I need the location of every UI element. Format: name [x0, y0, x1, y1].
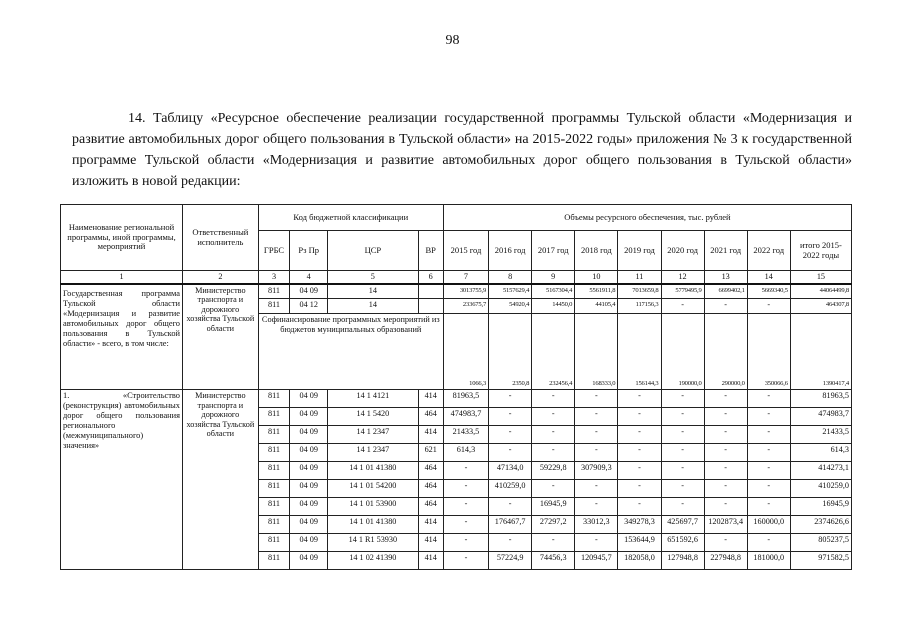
column-number: 11	[618, 271, 661, 284]
total-cell: 971582,5	[790, 552, 851, 570]
value-cell: -	[575, 480, 618, 498]
csr-cell: 14	[328, 299, 418, 314]
vr-cell	[418, 284, 443, 299]
value-cell: -	[747, 462, 790, 480]
total-cell: 410259,0	[790, 480, 851, 498]
program-name: Государственная программа Тульской области «Модернизация и развитие автомобильных дорог общего пользования в Тульской области» - всего, в том числе:	[61, 284, 183, 390]
total-cell: 614,3	[790, 444, 851, 462]
value-cell: -	[443, 480, 488, 498]
value-cell: -	[618, 444, 661, 462]
vr-cell: 464	[418, 408, 443, 426]
grbs-cell: 811	[258, 408, 290, 426]
header-volumes: Объемы ресурсного обеспечения, тыс. рублей	[443, 205, 851, 231]
value-cell: -	[618, 408, 661, 426]
value-cell: 5167304,4	[532, 284, 575, 299]
value-cell: -	[443, 534, 488, 552]
vr-cell: 464	[418, 480, 443, 498]
value-cell: -	[443, 462, 488, 480]
value-cell: -	[443, 516, 488, 534]
value-cell: 5157629,4	[489, 284, 532, 299]
rzpr-cell: 04 09	[290, 444, 328, 462]
page-number: 98	[445, 33, 460, 48]
rzpr-cell: 04 09	[290, 480, 328, 498]
value-cell: -	[532, 480, 575, 498]
value-cell: -	[704, 462, 747, 480]
column-number: 2	[183, 271, 259, 284]
value-cell: -	[532, 534, 575, 552]
value-cell: 425697,7	[661, 516, 704, 534]
csr-cell: 14 1 2347	[328, 444, 418, 462]
header-year: 2019 год	[618, 231, 661, 271]
value-cell: -	[747, 426, 790, 444]
grbs-cell: 811	[258, 552, 290, 570]
vr-cell: 464	[418, 498, 443, 516]
cofinancing-value: 350066,6	[747, 378, 790, 390]
resource-table	[60, 204, 852, 570]
cofinancing-value: 190000,0	[661, 378, 704, 390]
value-cell: -	[704, 480, 747, 498]
vr-cell: 414	[418, 516, 443, 534]
value-cell: 307909,3	[575, 462, 618, 480]
total-cell: 81963,5	[790, 390, 851, 408]
rzpr-cell: 04 09	[290, 408, 328, 426]
value-cell: -	[661, 390, 704, 408]
total-cell: 21433,5	[790, 426, 851, 444]
value-cell: 47134,0	[489, 462, 532, 480]
value-cell: 5779495,9	[661, 284, 704, 299]
cofinancing-value: 2350,8	[489, 378, 532, 390]
value-cell: -	[618, 426, 661, 444]
value-cell: -	[747, 444, 790, 462]
value-cell: 127948,8	[661, 552, 704, 570]
column-number: 9	[532, 271, 575, 284]
value-cell: 614,3	[443, 444, 488, 462]
grbs-cell: 811	[258, 426, 290, 444]
header-vr: ВР	[418, 231, 443, 271]
cofinancing-value: 232456,4	[532, 378, 575, 390]
header-executor: Ответственный исполнитель	[183, 205, 259, 271]
value-cell: 54920,4	[489, 299, 532, 314]
item1-name: 1. «Строительство (реконструкция) автомобильных дорог общего пользования регионального (межмуниципального) значения»	[61, 390, 183, 570]
value-cell: -	[489, 444, 532, 462]
value-cell: -	[532, 444, 575, 462]
value-cell: -	[661, 498, 704, 516]
value-cell: 227948,8	[704, 552, 747, 570]
grbs-cell: 811	[258, 534, 290, 552]
value-cell: -	[618, 480, 661, 498]
value-cell: -	[747, 408, 790, 426]
column-number: 15	[790, 271, 851, 284]
rzpr-cell: 04 09	[290, 498, 328, 516]
vr-cell: 621	[418, 444, 443, 462]
rzpr-cell: 04 09	[290, 390, 328, 408]
value-cell: 59229,8	[532, 462, 575, 480]
value-cell: 5561911,8	[575, 284, 618, 299]
program-executor: Министерство транспорта и дорожного хозяйства Тульской области	[183, 284, 259, 390]
value-cell: 474983,7	[443, 408, 488, 426]
value-cell: 5669340,5	[747, 284, 790, 299]
cofinancing-label: Софинансирование программных мероприятий из бюджетов муниципальных образований	[258, 314, 443, 378]
value-cell: -	[704, 534, 747, 552]
column-number: 12	[661, 271, 704, 284]
rzpr-cell: 04 12	[290, 299, 328, 314]
column-number: 7	[443, 271, 488, 284]
vr-cell: 414	[418, 552, 443, 570]
value-cell: -	[489, 498, 532, 516]
value-cell: -	[618, 462, 661, 480]
instruction-paragraph: 14. Таблицу «Ресурсное обеспечение реализации государственной программы Тульской области «Модернизация и развитие автомобильных дорог общего пользования в Тульской области» на 2015-2022 годы» приложения № 3 к государственной программе Тульской области «Модернизация и развитие автомобильных дорог общего пользования в Тульской области» изложить в новой редакции:	[72, 111, 852, 189]
total-cell: 414273,1	[790, 462, 851, 480]
grbs-cell: 811	[258, 299, 290, 314]
value-cell: 160000,0	[747, 516, 790, 534]
header-year: 2022 год	[747, 231, 790, 271]
value-cell: 74456,3	[532, 552, 575, 570]
column-number: 10	[575, 271, 618, 284]
value-cell: 182058,0	[618, 552, 661, 570]
value-cell: -	[489, 390, 532, 408]
total-cell: 2374626,6	[790, 516, 851, 534]
value-cell: -	[443, 498, 488, 516]
value-cell: -	[661, 444, 704, 462]
value-cell: -	[704, 299, 747, 314]
value-cell: 181000,0	[747, 552, 790, 570]
value-cell: -	[704, 444, 747, 462]
csr-cell: 14	[328, 284, 418, 299]
header-budget-code: Код бюджетной классификации	[258, 205, 443, 231]
cofinancing-value: 156144,3	[618, 378, 661, 390]
value-cell: 3013755,9	[443, 284, 488, 299]
value-cell: -	[661, 480, 704, 498]
value-cell: -	[575, 444, 618, 462]
value-cell: 117156,3	[618, 299, 661, 314]
column-number: 4	[290, 271, 328, 284]
value-cell: -	[747, 390, 790, 408]
value-cell: 176467,7	[489, 516, 532, 534]
header-year: 2016 год	[489, 231, 532, 271]
value-cell: -	[747, 498, 790, 516]
value-cell: -	[489, 426, 532, 444]
value-cell: -	[704, 408, 747, 426]
header-year: 2018 год	[575, 231, 618, 271]
value-cell: 120945,7	[575, 552, 618, 570]
column-number: 14	[747, 271, 790, 284]
total-cell: 44064499,8	[790, 284, 851, 299]
value-cell: -	[661, 426, 704, 444]
value-cell: 21433,5	[443, 426, 488, 444]
value-cell: 410259,0	[489, 480, 532, 498]
value-cell: -	[704, 498, 747, 516]
value-cell: 6699402,1	[704, 284, 747, 299]
value-cell: -	[618, 498, 661, 516]
csr-cell: 14 1 01 41380	[328, 462, 418, 480]
value-cell: -	[443, 552, 488, 570]
header-year: 2021 год	[704, 231, 747, 271]
header-name: Наименование региональной программы, иной программы, мероприятий	[61, 205, 183, 271]
header-year: 2017 год	[532, 231, 575, 271]
column-number: 13	[704, 271, 747, 284]
column-number: 5	[328, 271, 418, 284]
value-cell: -	[532, 426, 575, 444]
header-total: итого 2015-2022 годы	[790, 231, 851, 271]
value-cell: 57224,9	[489, 552, 532, 570]
cofinancing-total: 1390417,4	[790, 378, 851, 390]
vr-cell: 414	[418, 426, 443, 444]
value-cell: -	[575, 390, 618, 408]
value-cell: -	[532, 408, 575, 426]
value-cell: -	[575, 534, 618, 552]
header-year: 2020 год	[661, 231, 704, 271]
value-cell: 153644,9	[618, 534, 661, 552]
grbs-cell: 811	[258, 498, 290, 516]
value-cell: 651592,6	[661, 534, 704, 552]
rzpr-cell: 04 09	[290, 462, 328, 480]
csr-cell: 14 1 2347	[328, 426, 418, 444]
value-cell: -	[704, 390, 747, 408]
column-number: 3	[258, 271, 290, 284]
column-number: 8	[489, 271, 532, 284]
csr-cell: 14 1 01 41380	[328, 516, 418, 534]
grbs-cell: 811	[258, 480, 290, 498]
total-cell: 16945,9	[790, 498, 851, 516]
value-cell: 349278,3	[618, 516, 661, 534]
value-cell: -	[747, 299, 790, 314]
vr-cell: 464	[418, 462, 443, 480]
csr-cell: 14 1 R1 53930	[328, 534, 418, 552]
grbs-cell: 811	[258, 462, 290, 480]
header-rzpr: Рз Пр	[290, 231, 328, 271]
cofinancing-value: 1066,3	[443, 378, 488, 390]
rzpr-cell: 04 09	[290, 426, 328, 444]
value-cell: 7013659,8	[618, 284, 661, 299]
rzpr-cell: 04 09	[290, 516, 328, 534]
vr-cell	[418, 299, 443, 314]
header-grbs: ГРБС	[258, 231, 290, 271]
value-cell: -	[489, 534, 532, 552]
cofinancing-value: 168333,0	[575, 378, 618, 390]
csr-cell: 14 1 5420	[328, 408, 418, 426]
value-cell: -	[661, 408, 704, 426]
value-cell: 1202873,4	[704, 516, 747, 534]
value-cell: 81963,5	[443, 390, 488, 408]
value-cell: 16945,9	[532, 498, 575, 516]
value-cell: 33012,3	[575, 516, 618, 534]
csr-cell: 14 1 01 53900	[328, 498, 418, 516]
grbs-cell: 811	[258, 516, 290, 534]
value-cell: 14450,0	[532, 299, 575, 314]
value-cell: -	[575, 498, 618, 516]
item1-executor: Министерство транспорта и дорожного хозяйства Тульской области	[183, 390, 259, 570]
value-cell: 44105,4	[575, 299, 618, 314]
value-cell: -	[489, 408, 532, 426]
value-cell: 233675,7	[443, 299, 488, 314]
value-cell: -	[575, 426, 618, 444]
rzpr-cell: 04 09	[290, 284, 328, 299]
column-number: 1	[61, 271, 183, 284]
value-cell: -	[532, 390, 575, 408]
grbs-cell: 811	[258, 284, 290, 299]
value-cell: -	[747, 534, 790, 552]
value-cell: -	[661, 299, 704, 314]
value-cell: 27297,2	[532, 516, 575, 534]
vr-cell: 414	[418, 534, 443, 552]
csr-cell: 14 1 01 54200	[328, 480, 418, 498]
column-number: 6	[418, 271, 443, 284]
header-csr: ЦСР	[328, 231, 418, 271]
value-cell: -	[575, 408, 618, 426]
csr-cell: 14 1 4121	[328, 390, 418, 408]
value-cell: -	[661, 462, 704, 480]
csr-cell: 14 1 02 41390	[328, 552, 418, 570]
header-year: 2015 год	[443, 231, 488, 271]
total-cell: 474983,7	[790, 408, 851, 426]
value-cell: -	[618, 390, 661, 408]
value-cell: -	[747, 480, 790, 498]
total-cell: 805237,5	[790, 534, 851, 552]
grbs-cell: 811	[258, 444, 290, 462]
value-cell: -	[704, 426, 747, 444]
total-cell: 464307,8	[790, 299, 851, 314]
grbs-cell: 811	[258, 390, 290, 408]
cofinancing-value: 290000,0	[704, 378, 747, 390]
vr-cell: 414	[418, 390, 443, 408]
rzpr-cell: 04 09	[290, 552, 328, 570]
rzpr-cell: 04 09	[290, 534, 328, 552]
